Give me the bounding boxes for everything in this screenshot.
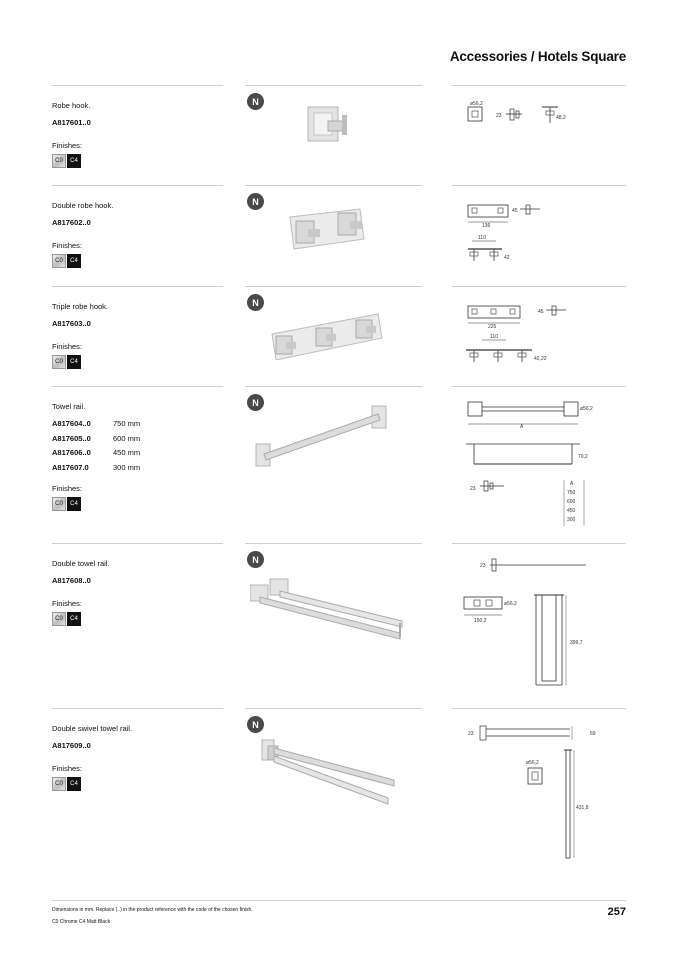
- finish-swatches: [52, 612, 81, 626]
- ref-row: [52, 463, 140, 478]
- towel-rail-drawing: [460, 398, 630, 528]
- finish-matt-black-swatch: C4: [67, 497, 81, 511]
- product-refs: [52, 319, 113, 334]
- towel-rail-photo: [250, 400, 410, 480]
- ref-size: 450 mm: [113, 448, 141, 457]
- finish-matt-black-swatch: C4: [67, 254, 81, 268]
- dim-label: 45: [538, 309, 544, 315]
- ref-size: 600 mm: [113, 433, 141, 443]
- divider: [452, 286, 626, 287]
- dim-label: 45: [512, 208, 518, 214]
- dim-label: 42,22: [534, 356, 547, 362]
- dim-label: A: [520, 424, 524, 430]
- finish-chrome-swatch: C0: [52, 355, 66, 369]
- robe-hook-drawing: [460, 97, 620, 137]
- divider: [52, 543, 223, 544]
- dim-label: 42: [504, 255, 510, 261]
- ref-code: A817608..0: [52, 576, 91, 585]
- ref-code: A817609..0: [52, 741, 91, 750]
- ref-row: [52, 434, 140, 449]
- ref-row: [52, 576, 113, 591]
- divider: [245, 286, 422, 287]
- product-name: Double towel rail.: [52, 559, 110, 568]
- footer-divider: [52, 900, 626, 901]
- ref-row: [52, 448, 140, 463]
- dim-label: 23: [470, 486, 476, 492]
- dim-label: 300: [567, 517, 576, 523]
- ref-code: A817605..0: [52, 433, 91, 443]
- finish-swatches: [52, 154, 81, 168]
- finish-matt-black-swatch: C4: [67, 154, 81, 168]
- divider: [245, 185, 422, 186]
- divider: [52, 286, 223, 287]
- ref-code: A817601..0: [52, 118, 91, 127]
- ref-code: A817603..0: [52, 319, 91, 328]
- finish-legend: C0 Chrome C4 Matt Black: [52, 919, 111, 925]
- finish-matt-black-swatch: C4: [67, 612, 81, 626]
- divider: [52, 85, 223, 86]
- finishes-label: Finishes:: [52, 484, 83, 493]
- divider: [245, 708, 422, 709]
- triple-robe-hook-drawing: [460, 298, 620, 368]
- triple-robe-hook-photo: [250, 300, 410, 360]
- finishes-label: Finishes:: [52, 241, 83, 250]
- product-name: Double robe hook.: [52, 201, 114, 210]
- new-badge: N: [247, 193, 264, 210]
- divider: [245, 543, 422, 544]
- product-name: Double swivel towel rail.: [52, 724, 133, 733]
- finishes-label: Finishes:: [52, 599, 83, 608]
- dim-label: 431,8: [576, 805, 589, 811]
- product-name: Triple robe hook.: [52, 302, 109, 311]
- ref-code: A817606..0: [52, 448, 91, 457]
- new-badge: N: [247, 394, 264, 411]
- product-refs: [52, 218, 113, 233]
- double-robe-hook-photo: [250, 199, 410, 259]
- product-refs: [52, 419, 140, 477]
- double-robe-hook-drawing: [460, 197, 620, 267]
- finish-matt-black-swatch: C4: [67, 777, 81, 791]
- dim-label: 23: [496, 113, 502, 119]
- ref-row: [52, 118, 113, 133]
- finish-swatches: [52, 355, 81, 369]
- divider: [452, 386, 626, 387]
- finish-swatches: [52, 497, 81, 511]
- finish-chrome-swatch: C0: [52, 154, 66, 168]
- finish-chrome-swatch: C0: [52, 254, 66, 268]
- dim-label: ø56,2: [526, 760, 539, 766]
- product-refs: [52, 576, 113, 591]
- finishes-label: Finishes:: [52, 764, 83, 773]
- dim-label: 399,7: [570, 640, 583, 646]
- double-towel-rail-photo: [250, 573, 410, 653]
- product-name: Towel rail.: [52, 402, 86, 411]
- divider: [52, 386, 223, 387]
- page-title: Accessories / Hotels Square: [449, 49, 626, 64]
- finish-chrome-swatch: C0: [52, 777, 66, 791]
- dim-label: 225: [488, 324, 497, 330]
- finish-chrome-swatch: C0: [52, 497, 66, 511]
- double-swivel-towel-rail-photo: [250, 736, 410, 816]
- dim-label: 150,2: [474, 618, 487, 624]
- dim-label: 70,2: [578, 454, 588, 460]
- page-number: 257: [607, 906, 626, 918]
- dim-label: ø56,2: [504, 601, 517, 607]
- divider: [452, 185, 626, 186]
- dim-label: 110: [490, 334, 498, 340]
- ref-size: 300 mm: [113, 462, 141, 472]
- ref-code: A817604..0: [52, 419, 91, 428]
- new-badge: N: [247, 716, 264, 733]
- divider: [245, 85, 422, 86]
- finish-swatches: [52, 254, 81, 268]
- dim-label: ø56,2: [470, 101, 483, 107]
- new-badge: N: [247, 294, 264, 311]
- finish-chrome-swatch: C0: [52, 612, 66, 626]
- ref-row: [52, 741, 113, 756]
- divider: [52, 708, 223, 709]
- dim-label: 23: [468, 731, 474, 737]
- footer-note: Dimensions in mm. Replace (..) in the product reference with the code of the chosen finish.: [52, 907, 253, 913]
- new-badge: N: [247, 93, 264, 110]
- dim-label: 69: [590, 731, 596, 737]
- robe-hook-photo: [250, 99, 410, 154]
- product-name: Robe hook.: [52, 101, 91, 110]
- divider: [452, 543, 626, 544]
- double-towel-rail-drawing: [460, 555, 620, 690]
- dim-label: 600: [567, 499, 576, 505]
- finishes-label: Finishes:: [52, 141, 83, 150]
- finishes-label: Finishes:: [52, 342, 83, 351]
- dim-label: 23: [480, 563, 486, 569]
- ref-row: [52, 419, 140, 434]
- divider: [452, 85, 626, 86]
- dim-label: 450: [567, 508, 576, 514]
- divider: [245, 386, 422, 387]
- ref-code: A817602..0: [52, 218, 91, 227]
- divider: [52, 185, 223, 186]
- product-refs: [52, 118, 113, 133]
- ref-row: [52, 319, 113, 334]
- dim-label: 136: [482, 223, 491, 229]
- finish-swatches: [52, 777, 81, 791]
- double-swivel-towel-rail-drawing: [460, 720, 620, 860]
- new-badge: N: [247, 551, 264, 568]
- ref-code: A817607.0: [52, 462, 89, 472]
- dim-label: ø56,2: [580, 406, 593, 412]
- product-refs: [52, 741, 113, 756]
- finish-matt-black-swatch: C4: [67, 355, 81, 369]
- dim-label: 48,2: [556, 115, 566, 121]
- dim-label: A: [570, 481, 574, 487]
- dim-label: 110: [478, 235, 486, 241]
- divider: [452, 708, 626, 709]
- ref-row: [52, 218, 113, 233]
- ref-size: 750 mm: [113, 419, 141, 428]
- dim-label: 750: [567, 490, 576, 496]
